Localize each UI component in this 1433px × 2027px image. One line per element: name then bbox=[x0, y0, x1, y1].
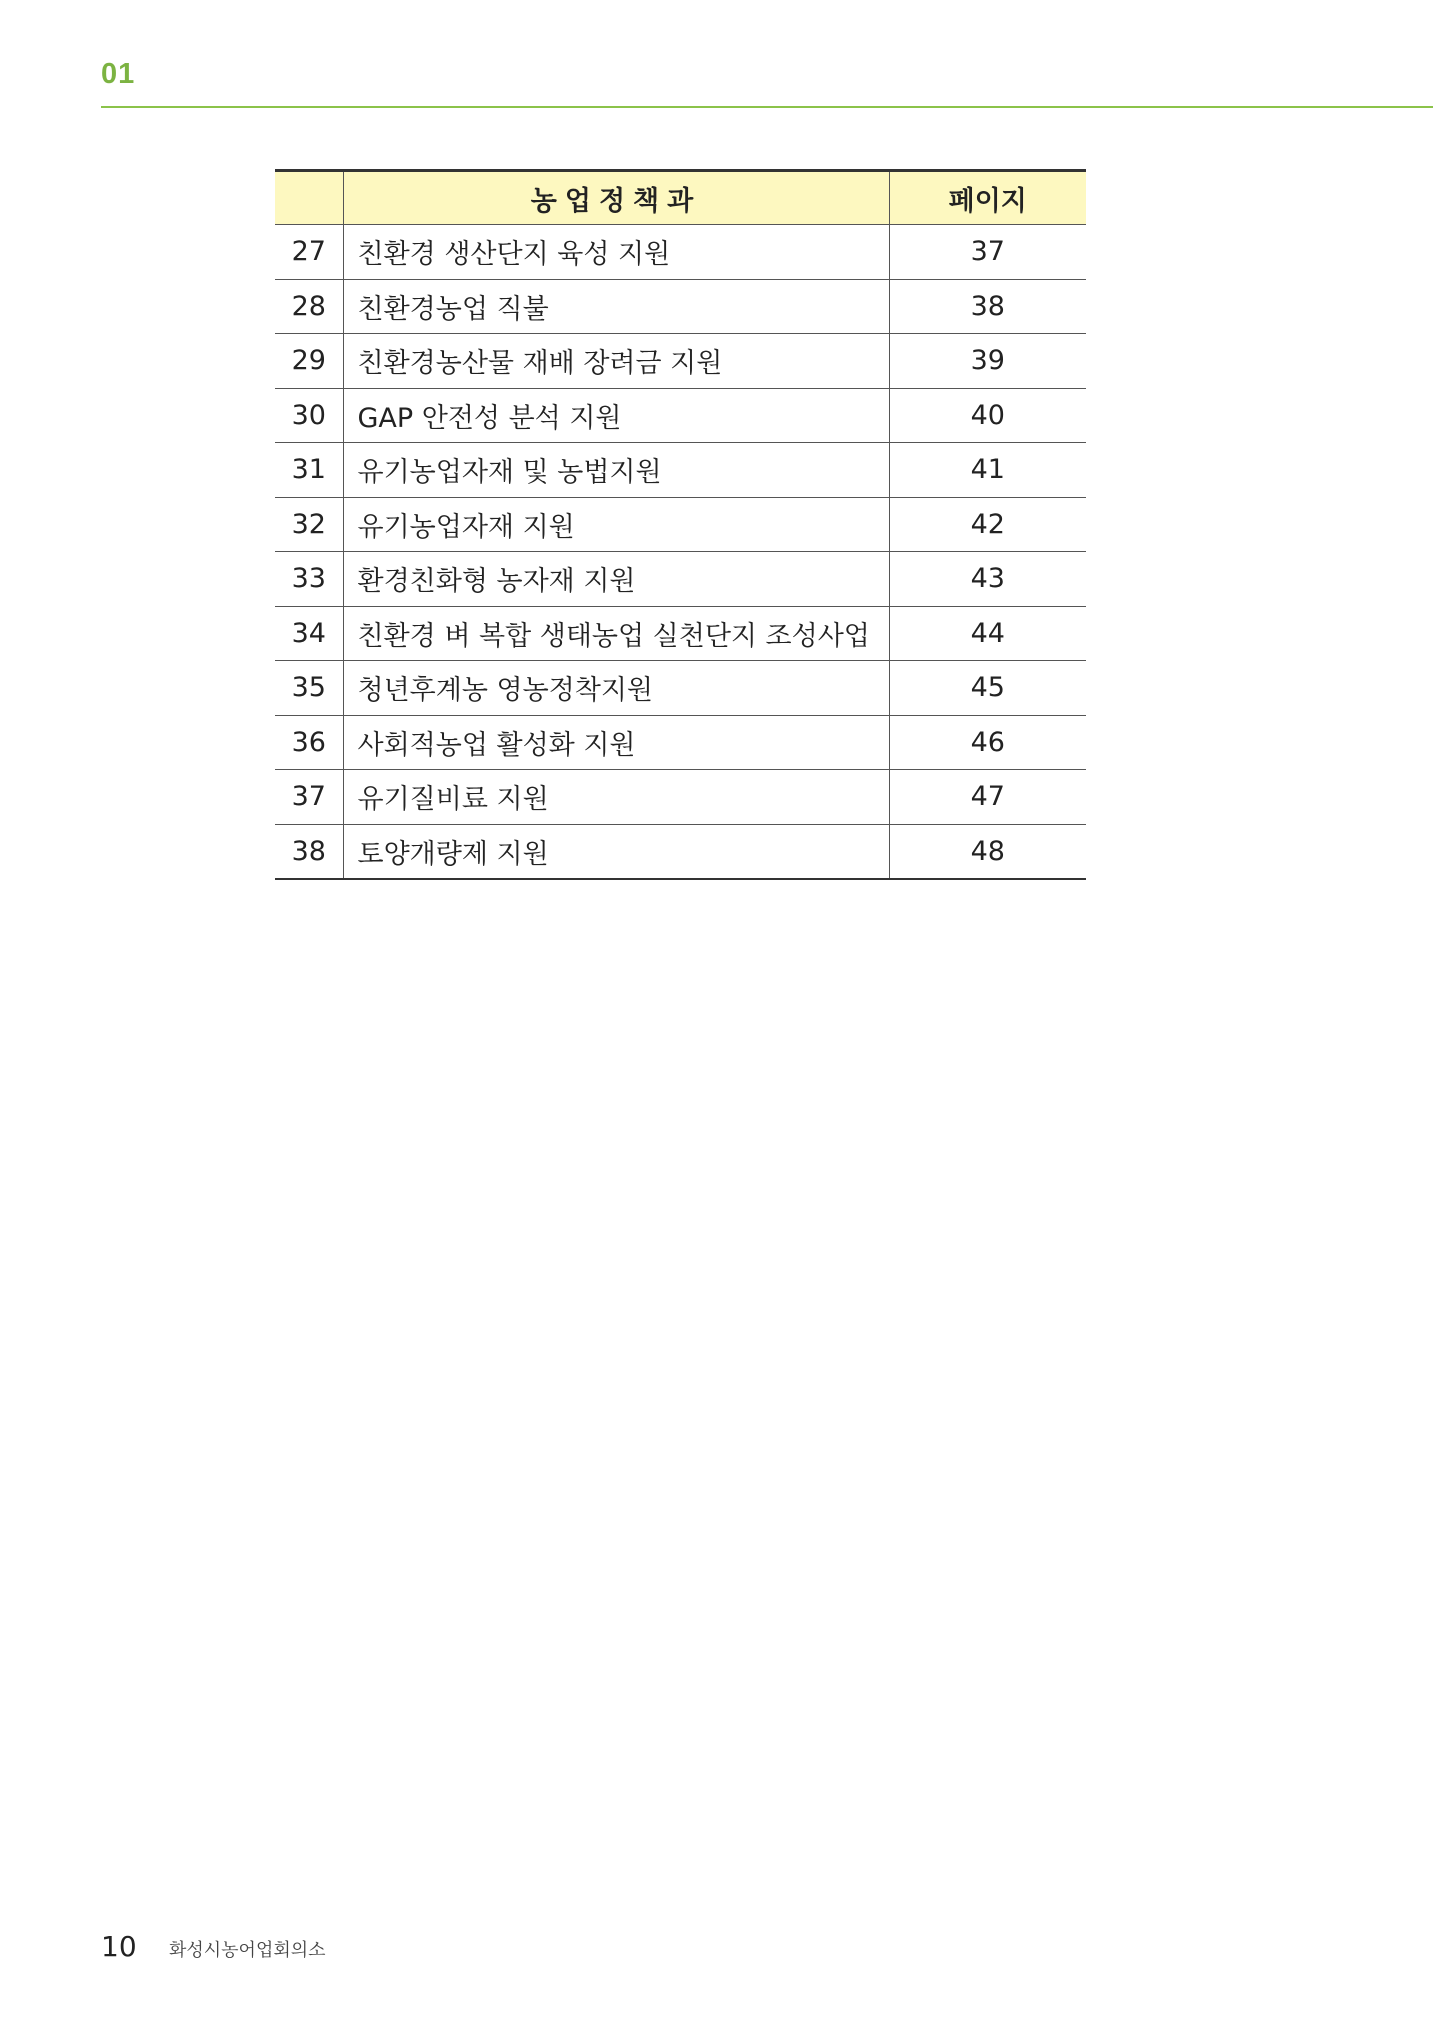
row-page: 42 bbox=[889, 497, 1086, 552]
row-title: 친환경농업 직불 bbox=[343, 279, 889, 334]
table-row bbox=[275, 497, 1086, 552]
row-title: 유기농업자재 및 농법지원 bbox=[343, 443, 889, 498]
table-row bbox=[275, 225, 1086, 280]
row-title: 친환경농산물 재배 장려금 지원 bbox=[343, 334, 889, 389]
row-title: 청년후계농 영농정착지원 bbox=[343, 661, 889, 716]
row-title: GAP 안전성 분석 지원 bbox=[343, 388, 889, 443]
row-number: 31 bbox=[275, 443, 343, 498]
table-row bbox=[275, 824, 1086, 879]
row-number: 33 bbox=[275, 552, 343, 607]
table-row bbox=[275, 606, 1086, 661]
row-number: 34 bbox=[275, 606, 343, 661]
row-number: 30 bbox=[275, 388, 343, 443]
table-row bbox=[275, 552, 1086, 607]
row-number: 28 bbox=[275, 279, 343, 334]
table-header-row bbox=[275, 171, 1086, 225]
row-title: 유기농업자재 지원 bbox=[343, 497, 889, 552]
table-row bbox=[275, 443, 1086, 498]
header-department: 농업정책과 bbox=[343, 171, 889, 225]
row-number: 36 bbox=[275, 715, 343, 770]
table-row bbox=[275, 661, 1086, 716]
row-title: 토양개량제 지원 bbox=[343, 824, 889, 879]
footer-page-number: 10 bbox=[101, 1930, 137, 1963]
chapter-number: 01 bbox=[101, 58, 136, 90]
row-number: 32 bbox=[275, 497, 343, 552]
row-title: 유기질비료 지원 bbox=[343, 770, 889, 825]
table-row bbox=[275, 770, 1086, 825]
row-page: 45 bbox=[889, 661, 1086, 716]
chapter-divider bbox=[101, 106, 1433, 108]
row-title: 환경친화형 농자재 지원 bbox=[343, 552, 889, 607]
row-page: 39 bbox=[889, 334, 1086, 389]
table-row bbox=[275, 334, 1086, 389]
table-row bbox=[275, 715, 1086, 770]
header-number bbox=[275, 171, 343, 225]
row-page: 43 bbox=[889, 552, 1086, 607]
row-number: 37 bbox=[275, 770, 343, 825]
row-title: 친환경 벼 복합 생태농업 실천단지 조성사업 bbox=[343, 606, 889, 661]
row-page: 46 bbox=[889, 715, 1086, 770]
toc-table bbox=[275, 169, 1086, 880]
row-title: 친환경 생산단지 육성 지원 bbox=[343, 225, 889, 280]
row-number: 27 bbox=[275, 225, 343, 280]
row-page: 40 bbox=[889, 388, 1086, 443]
header-page: 페이지 bbox=[889, 171, 1086, 225]
row-page: 48 bbox=[889, 824, 1086, 879]
row-page: 47 bbox=[889, 770, 1086, 825]
row-page: 44 bbox=[889, 606, 1086, 661]
row-number: 35 bbox=[275, 661, 343, 716]
row-page: 37 bbox=[889, 225, 1086, 280]
table-row bbox=[275, 279, 1086, 334]
table-row bbox=[275, 388, 1086, 443]
row-number: 38 bbox=[275, 824, 343, 879]
row-page: 41 bbox=[889, 443, 1086, 498]
row-title: 사회적농업 활성화 지원 bbox=[343, 715, 889, 770]
row-page: 38 bbox=[889, 279, 1086, 334]
row-number: 29 bbox=[275, 334, 343, 389]
footer-organization: 화성시농어업회의소 bbox=[169, 1940, 326, 1961]
